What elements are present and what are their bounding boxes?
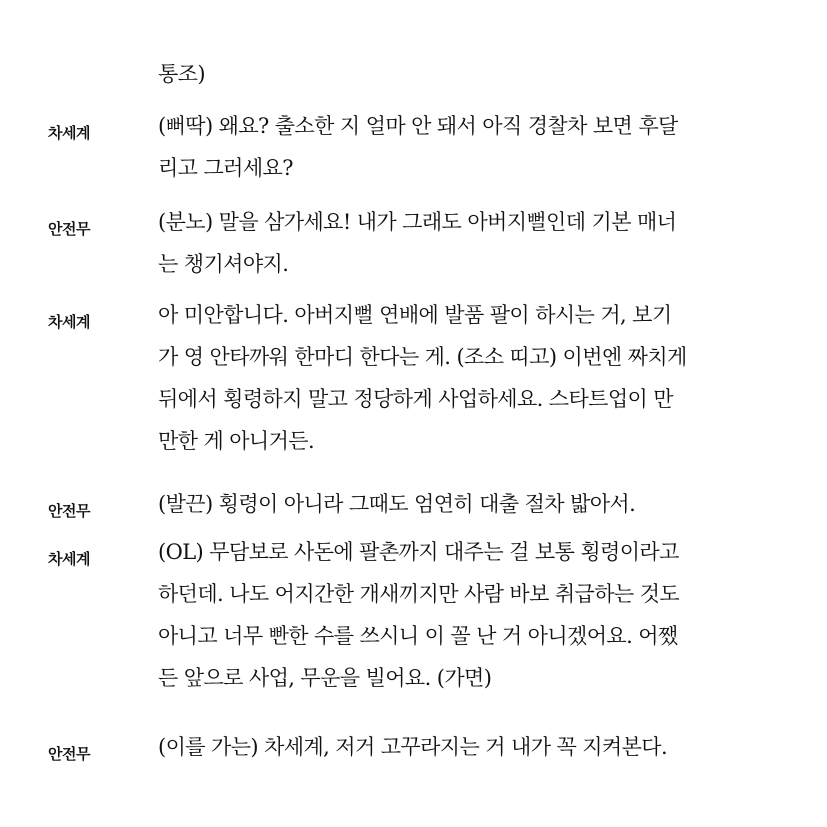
dialogue-line: (분노) 말을 삼가세요! 내가 그래도 아버지뻘인데 기본 매너 xyxy=(158,210,677,234)
dialogue-line: 든 앞으로 사업, 무운을 빌어요. (가면) xyxy=(158,666,492,690)
speaker-name: 차세계 xyxy=(48,313,90,331)
speaker-name: 안전무 xyxy=(48,745,90,763)
dialogue-line: 아 미안합니다. 아버지뻘 연배에 발품 팔이 하시는 거, 보기 xyxy=(158,303,672,327)
speaker-name: 차세계 xyxy=(48,550,90,568)
speaker-name: 안전무 xyxy=(48,220,90,238)
dialogue-line: 는 챙기셔야지. xyxy=(158,252,289,276)
dialogue-line: 하던데. 나도 어지간한 개새끼지만 사람 바보 취급하는 것도 xyxy=(158,582,680,606)
speaker-name: 차세계 xyxy=(48,124,90,142)
dialogue-line: 만한 게 아니거든. xyxy=(158,429,315,453)
dialogue-line: (발끈) 횡령이 아니라 그때도 엄연히 대출 절차 밟아서. xyxy=(158,492,636,516)
speaker-name: 안전무 xyxy=(48,502,90,520)
dialogue-line: (OL) 무담보로 사돈에 팔촌까지 대주는 걸 보통 횡령이라고 xyxy=(158,540,679,564)
dialogue-line: 가 영 안타까워 한마디 한다는 게. (조소 띠고) 이번엔 짜치게 xyxy=(158,345,687,369)
dialogue-line: 뒤에서 횡령하지 말고 정당하게 사업하세요. 스타트업이 만 xyxy=(158,387,673,411)
dialogue-line: 리고 그러세요? xyxy=(158,156,293,180)
dialogue-line: 통조) xyxy=(158,62,205,86)
dialogue-line: (이를 가는) 차세계, 저거 고꾸라지는 거 내가 꼭 지켜본다. xyxy=(158,735,668,759)
dialogue-line: 아니고 너무 빤한 수를 쓰시니 이 꼴 난 거 아니겠어요. 어쨌 xyxy=(158,624,678,648)
dialogue-line: (뻐딱) 왜요? 출소한 지 얼마 안 돼서 아직 경찰차 보면 후달 xyxy=(158,114,678,138)
